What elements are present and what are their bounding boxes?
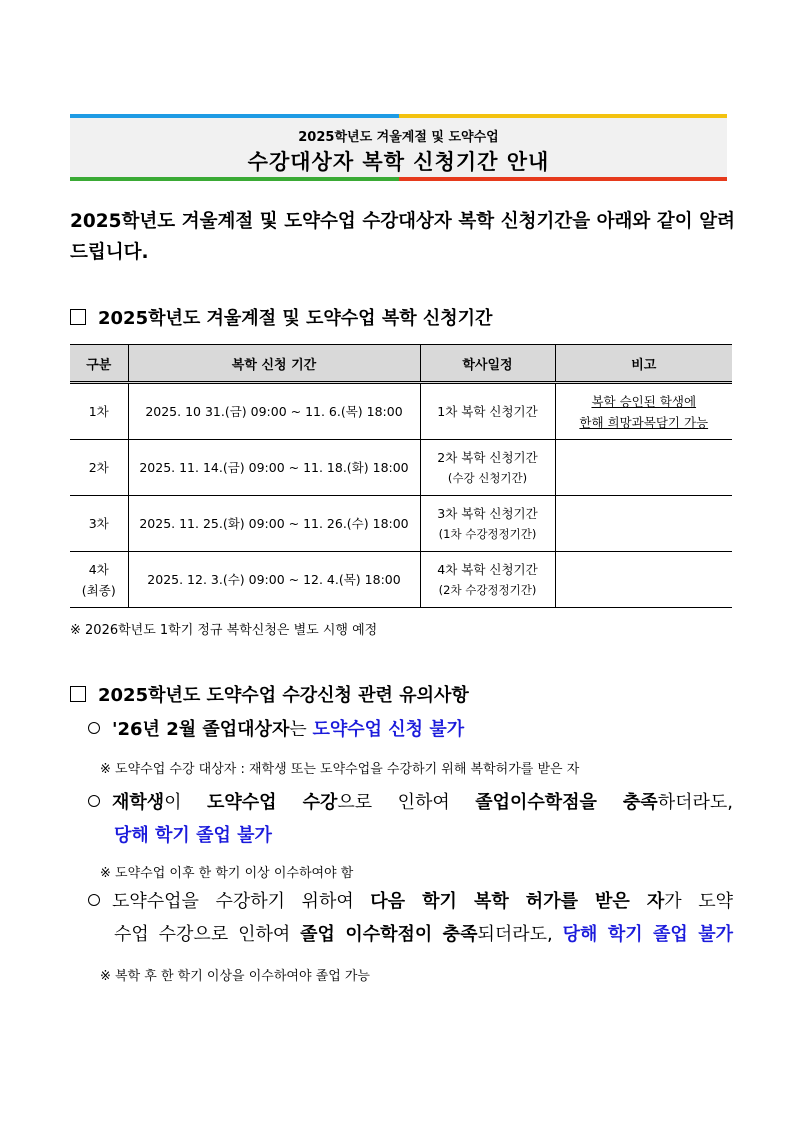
period-cell: 2025. 11. 25.(화) 09:00 ~ 11. 26.(수) 18:00 — [128, 496, 420, 552]
period-cell: 2025. 10 31.(금) 09:00 ~ 11. 6.(목) 18:00 — [128, 383, 420, 440]
schedule-table — [70, 344, 732, 608]
circle-bullet-icon — [88, 894, 100, 906]
checkbox-icon — [70, 309, 86, 325]
round-cell: 3차 — [70, 496, 128, 552]
column-header: 학사일정 — [420, 345, 555, 383]
remark-cell — [555, 440, 732, 496]
header-inner — [70, 118, 727, 177]
remark-line-1: 복학 승인된 학생에 — [591, 393, 697, 409]
remark-cell — [555, 496, 732, 552]
remark-cell — [555, 552, 732, 608]
section-title-schedule — [70, 304, 492, 330]
round-cell: 2차 — [70, 440, 128, 496]
section-title-notice — [70, 681, 469, 707]
period-cell: 2025. 12. 3.(수) 09:00 ~ 12. 4.(목) 18:00 — [128, 552, 420, 608]
period-cell: 2025. 11. 14.(금) 09:00 ~ 11. 18.(화) 18:00 — [128, 440, 420, 496]
notice-note-3: ※ 복학 후 한 학기 이상을 이수하여야 졸업 가능 — [100, 969, 370, 984]
remark-line-2: 한해 희망과목담기 가능 — [579, 414, 709, 430]
circle-bullet-icon — [88, 722, 100, 734]
intro-text: 2025학년도 겨울계절 및 도약수업 수강대상자 복학 신청기간을 아래와 같이 알려드립니다. — [70, 211, 735, 263]
header-banner — [70, 114, 727, 181]
schedule-cell: 2차 복학 신청기간 (수강 신청기간) — [420, 440, 555, 496]
column-header: 복학 신청 기간 — [128, 345, 420, 383]
table-row — [70, 383, 732, 440]
table-row — [70, 552, 732, 608]
round-cell: 4차 (최종) — [70, 552, 128, 608]
schedule-cell: 4차 복학 신청기간 (2차 수강정정기간) — [420, 552, 555, 608]
circle-bullet-icon — [88, 795, 100, 807]
section-title-text: 2025학년도 도약수업 수강신청 관련 유의사항 — [98, 685, 469, 706]
remark-cell — [555, 383, 732, 440]
schedule-cell: 3차 복학 신청기간 (1차 수강정정기간) — [420, 496, 555, 552]
header-title: 수강대상자 복학 신청기간 안내 — [247, 150, 550, 174]
notice-item-3: 도약수업을 수강하기 위하여 다음 학기 복학 허가를 받은 자가 도약 수업 수강으로 인하여 졸업 이수학점이 충족되더라도, 당해 학기 졸업 불가 — [88, 885, 733, 951]
column-header: 구분 — [70, 345, 128, 383]
notice-note-2: ※ 도약수업 이후 한 학기 이상 이수하여야 함 — [100, 866, 354, 881]
notice-note-1: ※ 도약수업 수강 대상자 : 재학생 또는 도약수업을 수강하기 위해 복학허가를 받은 자 — [100, 762, 580, 777]
schedule-cell: 1차 복학 신청기간 — [420, 383, 555, 440]
notice-item-2: 재학생이 도약수업 수강으로 인하여 졸업이수학점을 충족하더라도, 당해 학기 졸업 불가 — [88, 786, 733, 852]
table-row — [70, 440, 732, 496]
section-title-text: 2025학년도 겨울계절 및 도약수업 복학 신청기간 — [98, 308, 493, 329]
header-subtitle: 2025학년도 겨울계절 및 도약수업 — [298, 130, 499, 145]
round-cell: 1차 — [70, 383, 128, 440]
column-header: 비고 — [555, 345, 732, 383]
notice-item-1: '26년 2월 졸업대상자는 도약수업 신청 불가 — [88, 713, 733, 746]
schedule-note: ※ 2026학년도 1학기 정규 복학신청은 별도 시행 예정 — [70, 623, 378, 638]
table-header-row — [70, 345, 732, 383]
checkbox-icon — [70, 686, 86, 702]
table-row — [70, 496, 732, 552]
header-bottom-bar — [70, 177, 727, 181]
